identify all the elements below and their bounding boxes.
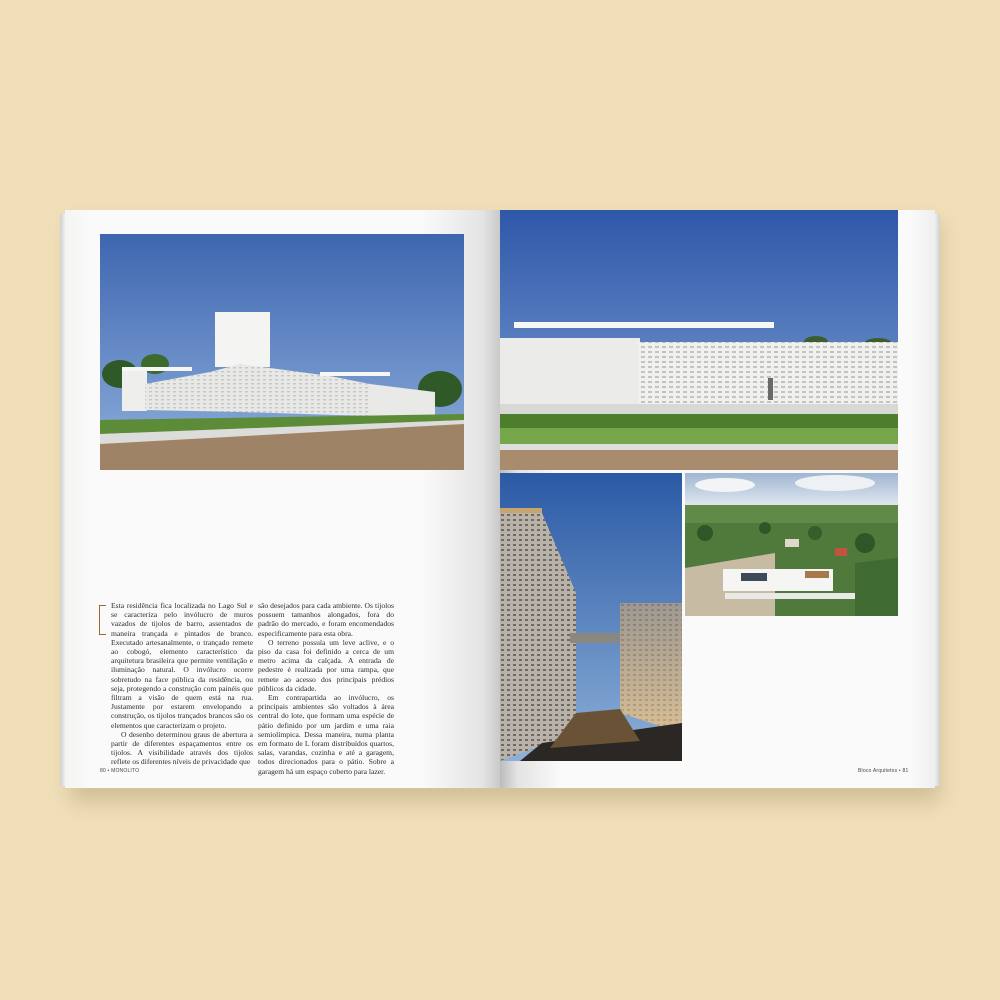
article-open-bracket <box>99 605 106 635</box>
article-paragraph: Em contrapartida ao invólucro, os principais ambientes são voltados à área central do lote, que formam uma espécie de pátio definido por um jardim e uma raia semiolímpica. Dessa maneira, numa planta em formato de L foram distribuídos quartos, salas, varandas, cozinha e até a garagem, todos direcionados para o pátio. Sobre a garagem há um espaço coberto para lazer. <box>258 693 394 776</box>
article-column-1 <box>111 601 253 767</box>
page-folio-right: Bloco Arquitetos • 81 <box>858 768 909 774</box>
page-folio-left: 80 • MONOLITO <box>100 768 140 774</box>
facade-ramp-photo <box>500 210 898 470</box>
article-paragraph: são desejados para cada ambiente. Os tijolos possuem tamanhos alongados, fora do padrão do mercado, e foram encomendados especificamente para esta obra. <box>258 601 394 638</box>
right-page <box>500 210 935 788</box>
aerial-view-photo <box>685 473 898 616</box>
page-edge-right <box>935 214 940 786</box>
article-column-2 <box>258 601 394 776</box>
narrow-passage-night-photo <box>500 473 682 761</box>
house-corner-view-photo <box>100 234 464 470</box>
article-paragraph: O desenho determinou graus de abertura a partir de diferentes espaçamentos entre os tijolos. A visibilidade através dos tijolos reflete os diferentes níveis de privacidade que <box>111 729 253 767</box>
magazine-spread <box>65 210 935 790</box>
left-page <box>65 210 500 788</box>
article-paragraph: O terreno possuía um leve aclive, e o piso da casa foi definido a cerca de um metro acima da calçada. A entrada de pedestre é realizada por uma rampa, que remete ao acesso dos principais prédios públicos da cidade. <box>258 637 394 693</box>
article-paragraph: Esta residência fica localizada no Lago Sul e se caracteriza pelo invólucro de muros vazados de tijolos de barro, assentados de maneira trançada e pintados de branco. Executado artesanalmente, o trançado remete ao cobogó, elemento característico da arquitetura brasileira que permite ventilação e iluminação natural. O invólucro ocorre sobretudo na face pública da residência, ou seja, protegendo a construção com painéis que filtram a visão de quem está na rua. Justamente por estarem envelopando a construção, os tijolos trançados brancos são os elementos que caracterizam o projeto. <box>111 601 253 730</box>
